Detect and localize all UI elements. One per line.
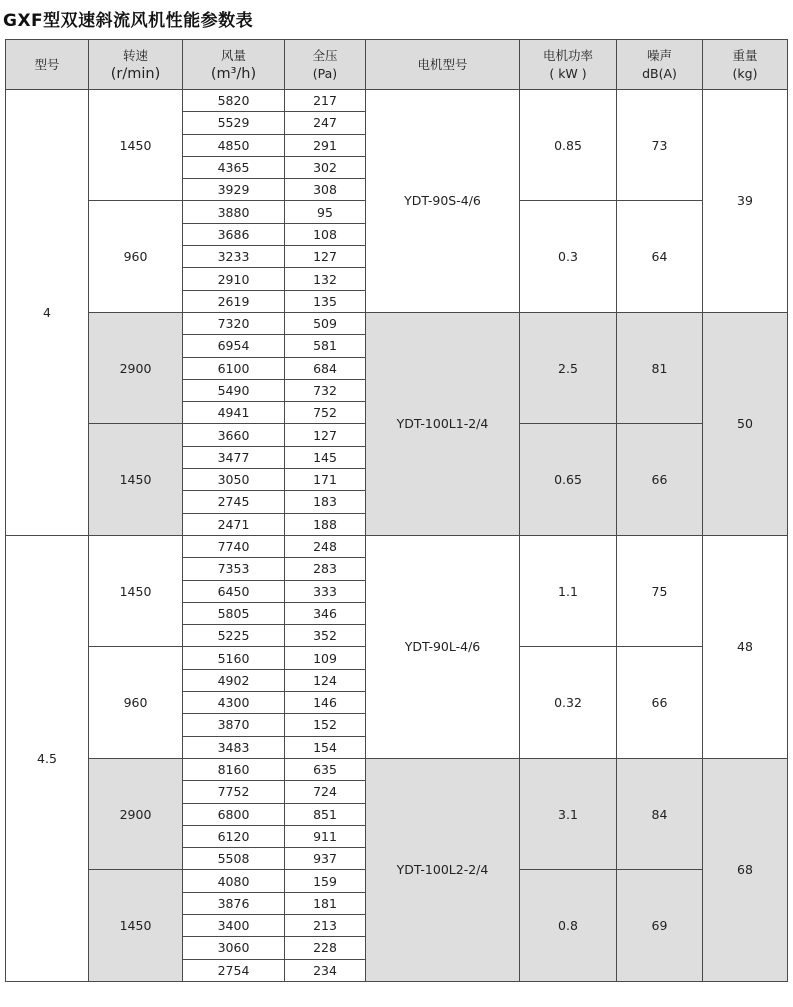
model-cell: 4 <box>6 90 89 536</box>
motor-model-cell: YDT-90S-4/6 <box>366 90 520 313</box>
noise-cell: 66 <box>617 647 703 758</box>
airflow-cell: 7740 <box>183 535 285 557</box>
speed-cell: 2900 <box>89 758 183 869</box>
power-cell: 2.5 <box>520 312 617 423</box>
pressure-cell: 352 <box>285 625 366 647</box>
airflow-cell: 2471 <box>183 513 285 535</box>
airflow-cell: 3233 <box>183 246 285 268</box>
power-cell: 0.32 <box>520 647 617 758</box>
header-speed: 转速 (r/min) <box>89 40 183 90</box>
pressure-cell: 851 <box>285 803 366 825</box>
pressure-cell: 145 <box>285 446 366 468</box>
speed-cell: 1450 <box>89 870 183 981</box>
performance-table <box>5 39 788 982</box>
pressure-cell: 302 <box>285 156 366 178</box>
airflow-cell: 4365 <box>183 156 285 178</box>
airflow-cell: 6954 <box>183 335 285 357</box>
airflow-cell: 3477 <box>183 446 285 468</box>
pressure-cell: 911 <box>285 825 366 847</box>
airflow-cell: 5805 <box>183 602 285 624</box>
airflow-cell: 6450 <box>183 580 285 602</box>
noise-cell: 75 <box>617 535 703 646</box>
header-motor-model: 电机型号 <box>366 40 520 90</box>
airflow-cell: 3686 <box>183 223 285 245</box>
pressure-cell: 732 <box>285 379 366 401</box>
pressure-cell: 509 <box>285 312 366 334</box>
noise-cell: 66 <box>617 424 703 535</box>
pressure-cell: 95 <box>285 201 366 223</box>
pressure-cell: 247 <box>285 112 366 134</box>
airflow-cell: 4902 <box>183 669 285 691</box>
motor-model-cell: YDT-100L1-2/4 <box>366 312 520 535</box>
airflow-cell: 3060 <box>183 937 285 959</box>
header-pressure: 全压 (Pa) <box>285 40 366 90</box>
noise-cell: 81 <box>617 312 703 423</box>
noise-cell: 69 <box>617 870 703 981</box>
airflow-cell: 6800 <box>183 803 285 825</box>
airflow-cell: 6120 <box>183 825 285 847</box>
pressure-cell: 154 <box>285 736 366 758</box>
pressure-cell: 234 <box>285 959 366 981</box>
weight-cell: 50 <box>703 312 788 535</box>
speed-cell: 2900 <box>89 312 183 423</box>
pressure-cell: 213 <box>285 914 366 936</box>
airflow-cell: 7752 <box>183 781 285 803</box>
pressure-cell: 127 <box>285 424 366 446</box>
noise-cell: 64 <box>617 201 703 312</box>
weight-cell: 68 <box>703 758 788 981</box>
noise-cell: 73 <box>617 90 703 201</box>
pressure-cell: 283 <box>285 558 366 580</box>
airflow-cell: 6100 <box>183 357 285 379</box>
power-cell: 0.8 <box>520 870 617 981</box>
airflow-cell: 4080 <box>183 870 285 892</box>
table-row <box>6 90 788 112</box>
airflow-cell: 5508 <box>183 848 285 870</box>
pressure-cell: 248 <box>285 535 366 557</box>
pressure-cell: 937 <box>285 848 366 870</box>
airflow-cell: 2754 <box>183 959 285 981</box>
noise-cell: 84 <box>617 758 703 869</box>
power-cell: 1.1 <box>520 535 617 646</box>
pressure-cell: 152 <box>285 714 366 736</box>
motor-model-cell: YDT-90L-4/6 <box>366 535 520 758</box>
pressure-cell: 109 <box>285 647 366 669</box>
airflow-cell: 8160 <box>183 758 285 780</box>
pressure-cell: 228 <box>285 937 366 959</box>
pressure-cell: 752 <box>285 402 366 424</box>
model-cell: 4.5 <box>6 535 89 981</box>
pressure-cell: 724 <box>285 781 366 803</box>
airflow-cell: 5820 <box>183 90 285 112</box>
airflow-cell: 4941 <box>183 402 285 424</box>
header-power: 电机功率 ( kW ) <box>520 40 617 90</box>
airflow-cell: 4300 <box>183 692 285 714</box>
power-cell: 3.1 <box>520 758 617 869</box>
page-title: GXF型双速斜流风机性能参数表 <box>3 11 254 31</box>
pressure-cell: 188 <box>285 513 366 535</box>
pressure-cell: 346 <box>285 602 366 624</box>
airflow-cell: 7320 <box>183 312 285 334</box>
power-cell: 0.65 <box>520 424 617 535</box>
header-noise: 噪声 dB(A) <box>617 40 703 90</box>
airflow-cell: 3929 <box>183 179 285 201</box>
pressure-cell: 108 <box>285 223 366 245</box>
airflow-cell: 3660 <box>183 424 285 446</box>
airflow-cell: 5160 <box>183 647 285 669</box>
pressure-cell: 171 <box>285 469 366 491</box>
airflow-cell: 5225 <box>183 625 285 647</box>
speed-cell: 960 <box>89 647 183 758</box>
pressure-cell: 124 <box>285 669 366 691</box>
speed-cell: 960 <box>89 201 183 312</box>
pressure-cell: 181 <box>285 892 366 914</box>
airflow-cell: 3400 <box>183 914 285 936</box>
pressure-cell: 127 <box>285 246 366 268</box>
speed-cell: 1450 <box>89 90 183 201</box>
table-body <box>6 90 788 982</box>
motor-model-cell: YDT-100L2-2/4 <box>366 758 520 981</box>
header-airflow: 风量 (m³/h) <box>183 40 285 90</box>
pressure-cell: 146 <box>285 692 366 714</box>
pressure-cell: 308 <box>285 179 366 201</box>
pressure-cell: 635 <box>285 758 366 780</box>
header-row <box>6 40 788 90</box>
header-model: 型号 <box>6 40 89 90</box>
pressure-cell: 135 <box>285 290 366 312</box>
speed-cell: 1450 <box>89 424 183 535</box>
airflow-cell: 5490 <box>183 379 285 401</box>
airflow-cell: 3876 <box>183 892 285 914</box>
pressure-cell: 217 <box>285 90 366 112</box>
power-cell: 0.3 <box>520 201 617 312</box>
pressure-cell: 159 <box>285 870 366 892</box>
weight-cell: 39 <box>703 90 788 313</box>
airflow-cell: 2745 <box>183 491 285 513</box>
pressure-cell: 333 <box>285 580 366 602</box>
airflow-cell: 5529 <box>183 112 285 134</box>
airflow-cell: 3870 <box>183 714 285 736</box>
pressure-cell: 291 <box>285 134 366 156</box>
speed-cell: 1450 <box>89 535 183 646</box>
airflow-cell: 2619 <box>183 290 285 312</box>
pressure-cell: 581 <box>285 335 366 357</box>
airflow-cell: 3483 <box>183 736 285 758</box>
header-weight: 重量 (kg) <box>703 40 788 90</box>
airflow-cell: 3050 <box>183 469 285 491</box>
pressure-cell: 132 <box>285 268 366 290</box>
table-row <box>6 758 788 780</box>
table-row <box>6 535 788 557</box>
airflow-cell: 2910 <box>183 268 285 290</box>
airflow-cell: 4850 <box>183 134 285 156</box>
airflow-cell: 3880 <box>183 201 285 223</box>
airflow-cell: 7353 <box>183 558 285 580</box>
weight-cell: 48 <box>703 535 788 758</box>
table-row <box>6 312 788 334</box>
pressure-cell: 183 <box>285 491 366 513</box>
pressure-cell: 684 <box>285 357 366 379</box>
power-cell: 0.85 <box>520 90 617 201</box>
